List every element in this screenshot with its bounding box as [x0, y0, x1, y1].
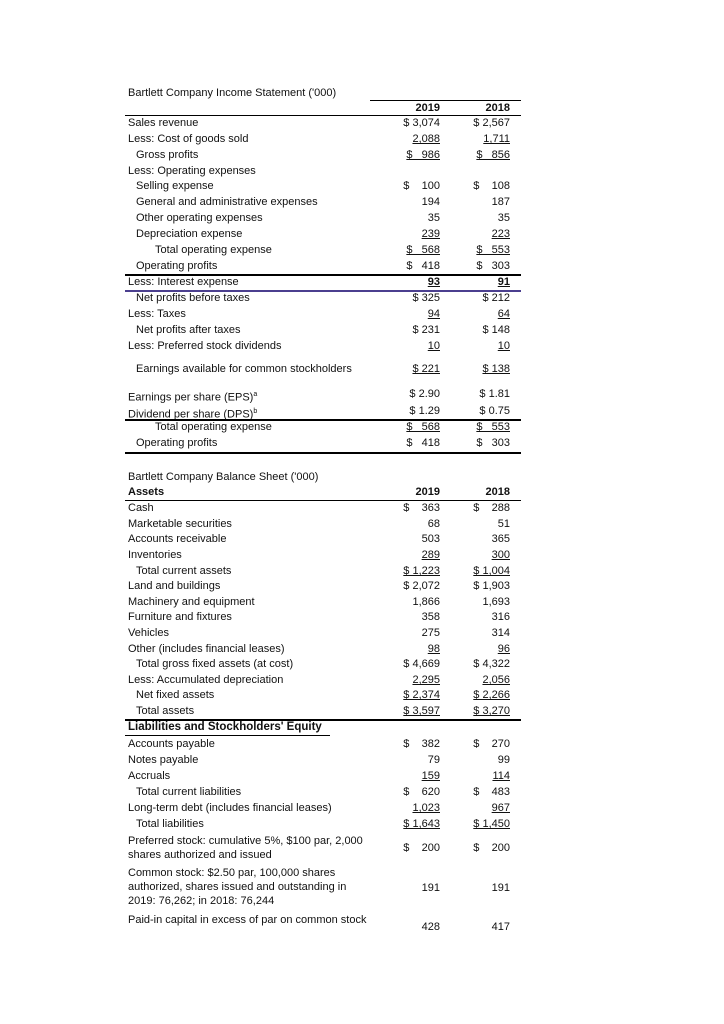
- value-2018: 1,711: [483, 133, 510, 145]
- value-2018: 187: [491, 196, 510, 208]
- value-2019: 93: [427, 276, 440, 288]
- value-2018: $ 483: [473, 786, 510, 798]
- row-label: Selling expense: [136, 180, 214, 192]
- divider: [125, 115, 521, 116]
- row-label: Furniture and fixtures: [128, 611, 232, 623]
- row-label: Accounts payable: [128, 738, 215, 750]
- value-2018: 2,056: [482, 674, 510, 686]
- row-label: Gross profits: [136, 149, 199, 161]
- value-2018: 51: [497, 518, 510, 530]
- value-2018: $ 1.81: [479, 388, 510, 400]
- row-label: Sales revenue: [128, 117, 199, 129]
- value-2019: 94: [427, 308, 440, 320]
- assets-header: Assets: [128, 486, 165, 498]
- value-2018: 99: [497, 754, 510, 766]
- value-2019: 159: [421, 770, 440, 782]
- value-2019: $ 1,223: [403, 565, 440, 577]
- value-2018: 223: [491, 228, 510, 240]
- value-2019: 194: [421, 196, 440, 208]
- row-label: Total gross fixed assets (at cost): [136, 658, 294, 670]
- income-year-2018: 2018: [485, 102, 510, 114]
- row-label: Net fixed assets: [136, 689, 215, 701]
- balance-year-2018: 2018: [485, 486, 510, 498]
- row-label: Inventories: [128, 549, 182, 561]
- value-2019: $ 3,597: [403, 705, 440, 717]
- value-2018: 35: [497, 212, 510, 224]
- value-2018: 64: [497, 308, 510, 320]
- row-label: Total operating expense: [155, 244, 272, 256]
- value-2018: 114: [492, 770, 510, 782]
- row-label: Accruals: [128, 770, 171, 782]
- income-title: Bartlett Company Income Statement ('000): [128, 87, 337, 99]
- value-2019: 289: [421, 549, 440, 561]
- value-2018: $ 270: [473, 738, 510, 750]
- value-2018: 365: [491, 533, 510, 545]
- row-label: Less: Cost of goods sold: [128, 133, 249, 145]
- divider: [125, 452, 521, 454]
- value-2019: $ 620: [403, 786, 440, 798]
- value-2018: $ 148: [482, 324, 510, 336]
- value-2019: $ 1.29: [409, 405, 440, 417]
- income-year-2019: 2019: [415, 102, 440, 114]
- value-2019: $ 231: [412, 324, 440, 336]
- value-2018: $ 2,567: [473, 117, 510, 129]
- value-2018: 191: [491, 882, 510, 894]
- value-2018: $ 4,322: [473, 658, 510, 670]
- row-label: Land and buildings: [128, 580, 221, 592]
- value-2019: $ 2.90: [409, 388, 440, 400]
- value-2019: $ 418: [406, 260, 440, 272]
- value-2019: 68: [427, 518, 440, 530]
- row-label: Total liabilities: [136, 818, 204, 830]
- balance-year-2019: 2019: [415, 486, 440, 498]
- row-label: Accounts receivable: [128, 533, 227, 545]
- row-label: Total assets: [136, 705, 195, 717]
- row-label: Paid-in capital in excess of par on common stock: [128, 914, 367, 926]
- value-2018: $ 288: [473, 502, 510, 514]
- value-2019: $ 3,074: [403, 117, 440, 129]
- value-2018: 314: [491, 627, 510, 639]
- value-2019: 275: [421, 627, 440, 639]
- value-2018: 967: [491, 802, 510, 814]
- row-label: Operating profits: [136, 437, 218, 449]
- row-label: Total current assets: [136, 565, 232, 577]
- divider: [125, 500, 521, 501]
- row-label: Less: Interest expense: [128, 276, 239, 288]
- row-label: Less: Taxes: [128, 308, 186, 320]
- value-2019: 10: [427, 340, 440, 352]
- row-label: Machinery and equipment: [128, 596, 255, 608]
- value-2018: $ 303: [476, 437, 510, 449]
- value-2018: $ 0.75: [479, 405, 510, 417]
- value-2018: $ 856: [476, 149, 510, 161]
- row-label: Vehicles: [128, 627, 169, 639]
- value-2018: 316: [491, 611, 510, 623]
- value-2019: $ 568: [406, 244, 440, 256]
- row-label: Depreciation expense: [136, 228, 243, 240]
- value-2019: 1,023: [412, 802, 440, 814]
- value-2019: $ 418: [406, 437, 440, 449]
- value-2019: $ 100: [403, 180, 440, 192]
- value-2019: 239: [421, 228, 440, 240]
- value-2019: $ 568: [406, 421, 440, 433]
- value-2019: $ 382: [403, 738, 440, 750]
- value-2019: $ 986: [406, 149, 440, 161]
- value-2018: $ 553: [476, 244, 510, 256]
- value-2018: $ 212: [482, 292, 510, 304]
- value-2019: 79: [427, 754, 440, 766]
- value-2019: 35: [427, 212, 440, 224]
- row-label: General and administrative expenses: [136, 196, 318, 208]
- value-2018: $ 2,266: [473, 689, 510, 701]
- row-label: Total operating expense: [155, 421, 272, 433]
- row-label-eps: Earnings per share (EPS)$^a$: [128, 391, 258, 404]
- value-2019: 2,295: [412, 674, 440, 686]
- row-label: Common stock: $2.50 par, 100,000 shares authorized, shares issued and outstanding in 2019: 76,262; in 2018: 76,244: [128, 867, 347, 907]
- row-label: Preferred stock: cumulative 5%, $100 par, 2,000 shares authorized and issued: [128, 835, 363, 861]
- row-label: Less: Preferred stock dividends: [128, 340, 282, 352]
- value-2018: $ 3,270: [473, 705, 510, 717]
- value-2019: 2,088: [412, 133, 440, 145]
- value-2019: $ 1,643: [403, 818, 440, 830]
- row-label: Marketable securities: [128, 518, 232, 530]
- row-label-dps: Dividend per share (DPS)$^b$: [128, 408, 258, 421]
- row-label: Total current liabilities: [136, 786, 242, 798]
- row-label: Long-term debt (includes financial leases): [128, 802, 332, 814]
- row-label: Net profits after taxes: [136, 324, 241, 336]
- value-2019: $ 2,374: [403, 689, 440, 701]
- value-2018: $ 138: [482, 363, 510, 375]
- value-2019: 358: [421, 611, 440, 623]
- value-2019: $ 4,669: [403, 658, 440, 670]
- value-2018: 10: [497, 340, 510, 352]
- value-2018: $ 200: [473, 842, 510, 854]
- value-2019: $ 200: [403, 842, 440, 854]
- value-2018: $ 108: [473, 180, 510, 192]
- row-label: Notes payable: [128, 754, 199, 766]
- liabilities-header: Liabilities and Stockholders' Equity: [128, 721, 322, 733]
- row-label: Earnings available for common stockholders: [136, 363, 352, 375]
- row-label: Less: Operating expenses: [128, 165, 256, 177]
- balance-title: Bartlett Company Balance Sheet ('000): [128, 471, 319, 483]
- divider: [125, 735, 330, 736]
- value-2018: $ 1,903: [473, 580, 510, 592]
- value-2019: $ 2,072: [403, 580, 440, 592]
- value-2018: 300: [491, 549, 510, 561]
- row-label: Other (includes financial leases): [128, 643, 285, 655]
- row-label: Net profits before taxes: [136, 292, 250, 304]
- value-2018: 1,693: [482, 596, 510, 608]
- value-2018: 417: [491, 921, 510, 933]
- row-label: Other operating expenses: [136, 212, 263, 224]
- value-2018: $ 303: [476, 260, 510, 272]
- value-2018: 96: [497, 643, 510, 655]
- divider: [370, 100, 521, 101]
- value-2019: $ 221: [412, 363, 440, 375]
- row-label: Less: Accumulated depreciation: [128, 674, 284, 686]
- value-2019: $ 325: [412, 292, 440, 304]
- value-2018: $ 1,004: [473, 565, 510, 577]
- value-2019: 428: [421, 921, 440, 933]
- value-2019: 503: [421, 533, 440, 545]
- value-2018: $ 1,450: [473, 818, 510, 830]
- value-2019: 1,866: [412, 596, 440, 608]
- value-2019: 98: [427, 643, 440, 655]
- value-2019: 191: [421, 882, 440, 894]
- row-label: Cash: [128, 502, 154, 514]
- value-2018: 91: [497, 276, 510, 288]
- value-2018: $ 553: [476, 421, 510, 433]
- row-label: Operating profits: [136, 260, 218, 272]
- value-2019: $ 363: [403, 502, 440, 514]
